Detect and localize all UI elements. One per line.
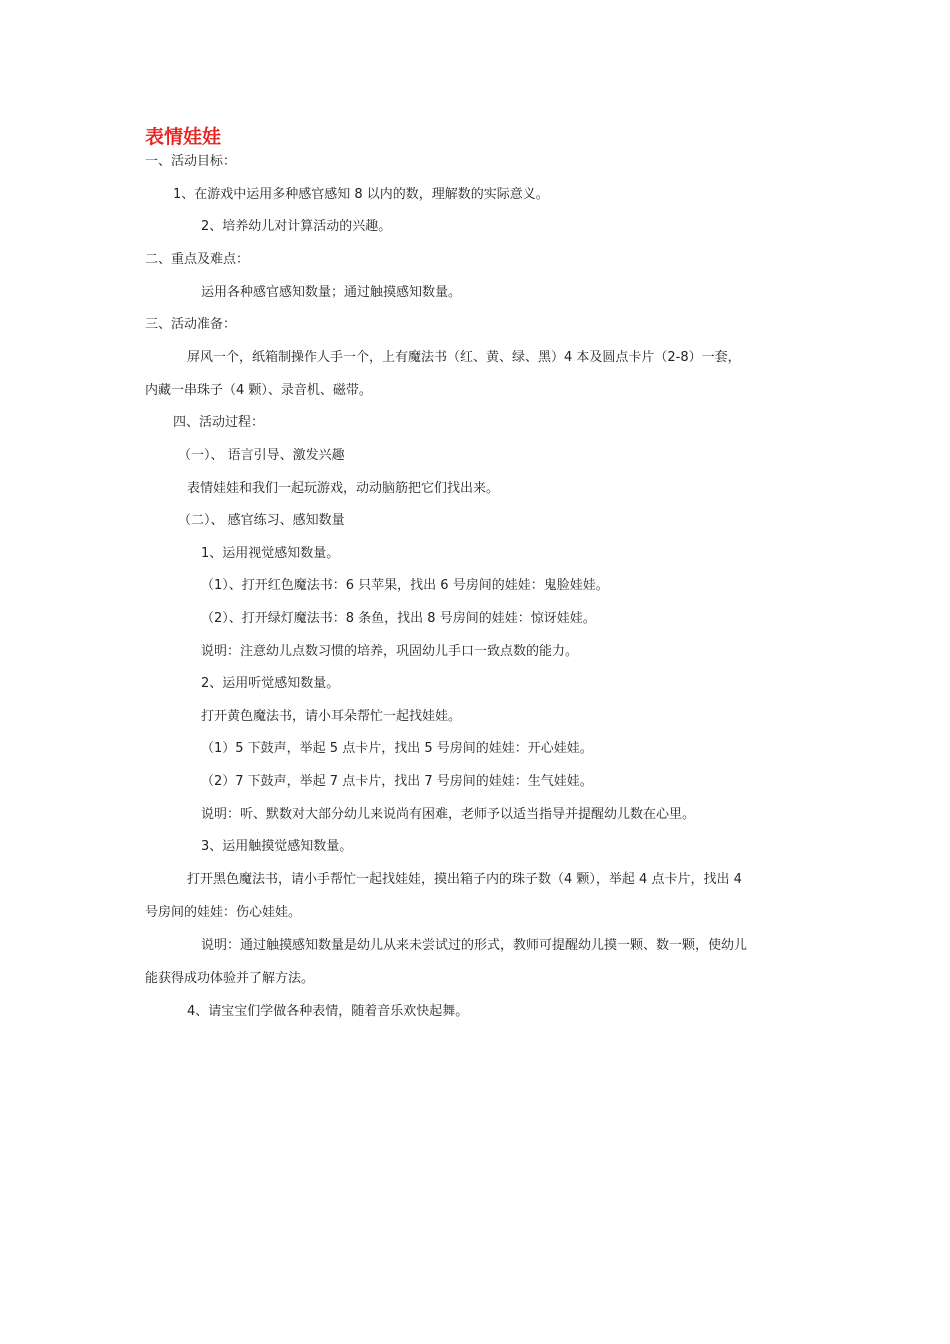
goal-item-2: 2、培养幼儿对计算活动的兴趣。 (201, 219, 392, 234)
tactile-note-line-1: 说明：通过触摸感知数量是幼儿从来未尝试过的形式，教师可提醒幼儿摸一颗、数一颗，使幼儿 (201, 938, 748, 953)
heading-key-points: 二、重点及难点： (145, 252, 250, 267)
heading-preparation: 三、活动准备： (145, 317, 237, 332)
key-points-text: 运用各种感官感知数量；通过触摸感知数量。 (201, 285, 462, 300)
tactile-heading: 3、运用触摸觉感知数量。 (201, 839, 353, 854)
auditory-step-1: （1）5 下鼓声，举起 5 点卡片，找出 5 号房间的娃娃：开心娃娃。 (201, 741, 593, 756)
visual-step-2: （2）、打开绿灯魔法书：8 条鱼，找出 8 号房间的娃娃：惊讶娃娃。 (201, 611, 596, 626)
visual-heading: 1、运用视觉感知数量。 (201, 546, 340, 561)
process-section-2-heading: （二）、 感官练习、感知数量 (178, 513, 345, 528)
visual-note: 说明：注意幼儿点数习惯的培养，巩固幼儿手口一致点数的能力。 (201, 644, 579, 659)
tactile-note-line-2: 能获得成功体验并了解方法。 (145, 971, 315, 986)
visual-step-1: （1）、打开红色魔法书：6 只苹果，找出 6 号房间的娃娃：鬼脸娃娃。 (201, 578, 609, 593)
preparation-text-line-1: 屏风一个，纸箱制操作人手一个，上有魔法书（红、黄、绿、黑）4 本及圆点卡片（2-8）一套， (187, 350, 741, 365)
tactile-text-line-2: 号房间的娃娃：伤心娃娃。 (145, 905, 302, 920)
preparation-text-line-2: 内藏一串珠子（4 颗）、录音机、磁带。 (145, 383, 372, 398)
auditory-heading: 2、运用听觉感知数量。 (201, 676, 340, 691)
heading-activity-goals: 一、活动目标： (145, 154, 237, 169)
goal-item-1: 1、在游戏中运用多种感官感知 8 以内的数，理解数的实际意义。 (173, 187, 549, 202)
auditory-intro: 打开黄色魔法书，请小耳朵帮忙一起找娃娃。 (201, 709, 462, 724)
heading-process: 四、活动过程： (173, 415, 265, 430)
auditory-note: 说明：听、默数对大部分幼儿来说尚有困难，老师予以适当指导并提醒幼儿数在心里。 (201, 807, 696, 822)
process-section-1-text: 表情娃娃和我们一起玩游戏，动动脑筋把它们找出来。 (187, 481, 500, 496)
process-section-1-heading: （一）、 语言引导、激发兴趣 (178, 448, 345, 463)
document-title: 表情娃娃 (145, 126, 222, 148)
final-step: 4、请宝宝们学做各种表情，随着音乐欢快起舞。 (187, 1004, 469, 1019)
auditory-step-2: （2）7 下鼓声，举起 7 点卡片，找出 7 号房间的娃娃：生气娃娃。 (201, 774, 593, 789)
tactile-text-line-1: 打开黑色魔法书，请小手帮忙一起找娃娃，摸出箱子内的珠子数（4 颗），举起 4 点卡片，找出 4 (187, 872, 742, 887)
